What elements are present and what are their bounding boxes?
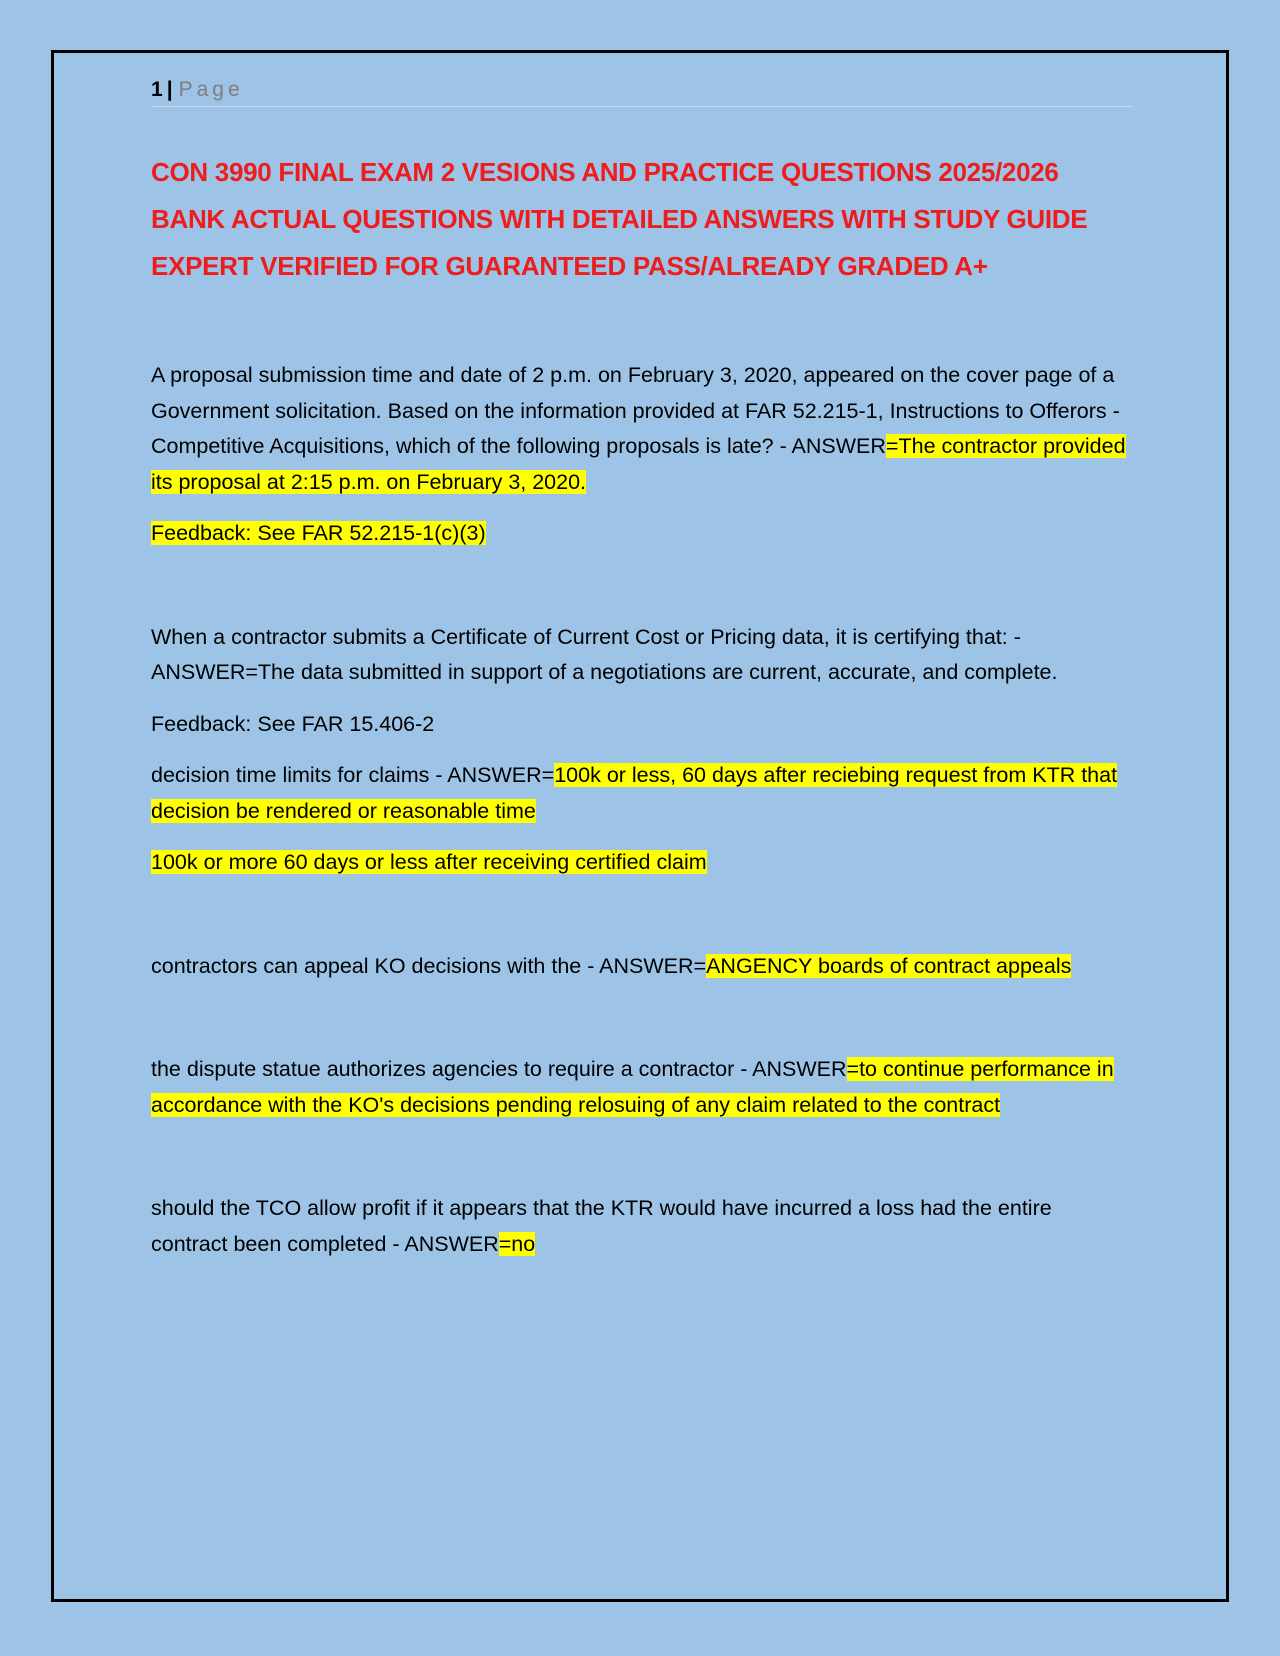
question-5-text: the dispute statue authorizes agencies to require a contractor - ANSWER [151, 1057, 847, 1081]
question-6-answer: =no [498, 1231, 536, 1256]
question-3-text: decision time limits for claims - ANSWER= [151, 763, 555, 787]
question-1-feedback: Feedback: See FAR 52.215-1(c)(3) [151, 521, 486, 545]
question-1 [151, 358, 1133, 500]
page-number: 1 [151, 78, 163, 101]
document-title: CON 3990 FINAL EXAM 2 VESIONS AND PRACTICE QUESTIONS 2025/2026 BANK ACTUAL QUESTIONS WITH DETAILED ANSWERS WITH STUDY GUIDE EXPERT VERIFIED FOR GUARANTEED PASS/ALREADY GRADED A+ [151, 157, 1088, 281]
page-header [151, 74, 1133, 107]
question-6-text: should the TCO allow profit if it appears that the KTR would have incurred a loss had the entire contract been completed - ANSWER [151, 1196, 1052, 1256]
question-1-text: A proposal submission time and date of 2 p.m. on February 3, 2020, appeared on the cover page of a Government solicitation. Based on the information provided at FAR 52.215-1, Instructions to Offerors - Competitive Acquisitions, which of the following proposals is late? - ANSWER [151, 363, 1120, 458]
page-content [151, 74, 1133, 1262]
question-3 [151, 758, 1133, 829]
question-4-answer: ANGENCY boards of contract appeals [706, 953, 1072, 978]
question-3-answer: 100k or less, 60 days after reciebing request from KTR that decision be rendered or reasonable time [151, 763, 1118, 823]
page-separator: | [166, 78, 173, 101]
question-1-feedback-row [151, 516, 1133, 552]
question-3-answer-extra: 100k or more 60 days or less after receiving certified claim [151, 850, 707, 874]
page-label: Page [178, 78, 244, 101]
question-4-text: contractors can appeal KO decisions with the - ANSWER= [151, 953, 707, 978]
question-1-answer: =The contractor provided its proposal at 2:15 p.m. on February 3, 2020. [151, 434, 1126, 494]
question-5 [151, 1052, 1133, 1123]
question-6 [151, 1191, 1133, 1262]
question-2-feedback: Feedback: See FAR 15.406-2 [151, 711, 435, 736]
question-5-answer: =to continue performance in accordance with the KO's decisions pending relosuing of any claim related to the contract [151, 1057, 1114, 1117]
question-2 [151, 620, 1133, 691]
question-3-answer-extra-row [151, 845, 1133, 881]
question-2-text: When a contractor submits a Certificate of Current Cost or Pricing data, it is certifying that: - ANSWER=The data submitted in support of a negotiations are current, accurate, and complete. [151, 624, 1058, 684]
question-4 [151, 949, 1133, 985]
